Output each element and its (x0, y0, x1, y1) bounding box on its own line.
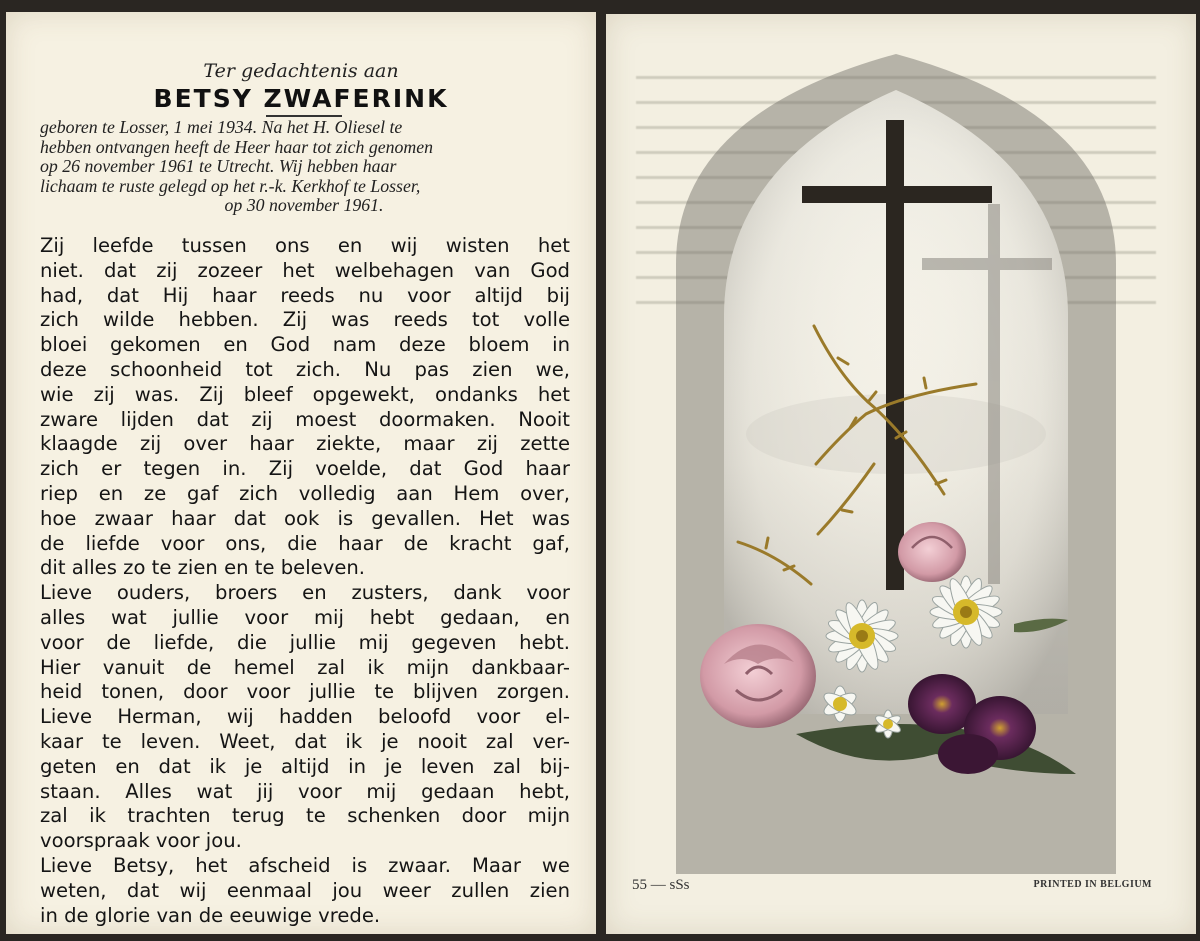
pink-rose-large (700, 624, 816, 728)
text-line: alles wat jullie voor mij hebt gedaan, en (40, 605, 570, 629)
white-daisy-left (826, 600, 899, 673)
text-line: Hier vanuit de hemel zal ik mijn dankbaar- (40, 655, 570, 679)
intro-line: lichaam te ruste gelegd op het r.-k. Kerkhof te Losser, (40, 175, 421, 196)
intro-line: geboren te Losser, 1 mei 1934. Na het H. Oliesel te (40, 117, 403, 137)
text-line: riep en ze gaf zich volledig aan Hem over, (40, 481, 570, 505)
deceased-name: BETSY ZWAFERINK (153, 84, 449, 113)
cross-and-flowers-illustration (606, 14, 1196, 934)
text-line: zware lijden dat zij moest doormaken. Nooit (40, 407, 570, 431)
text-line: deze schoonheid tot zich. Nu pas zien we, (40, 357, 570, 381)
text-line: Lieve Betsy, het afscheid is zwaar. Maar we (40, 853, 570, 877)
text-line: had, dat Hij haar reeds nu voor altijd bij (40, 283, 570, 307)
intro-line: op 26 november 1961 te Utrecht. Wij hebben haar (40, 156, 397, 176)
text-line: zal ik trachten terug te schenken door mijn (40, 804, 570, 828)
pink-rosebud (898, 522, 966, 582)
text-line: zich er tegen in. Zij voelde, dat God haar (40, 457, 570, 481)
white-daisy-right (930, 576, 1003, 649)
text-line: kaar te leven. Weet, dat ik je nooit zal ver- (40, 729, 570, 753)
text-line: klaagde zij over haar ziekte, maar zij zette (40, 432, 570, 456)
text-line: weten, dat wij eenmaal jou weer zullen zien (40, 878, 570, 902)
text-line: bloei gekomen en God nam deze bloem in (40, 333, 570, 357)
text-line: hoe zwaar haar dat ook is gevallen. Het was (40, 506, 570, 530)
birth-death-details (40, 118, 568, 216)
text-line: in de glorie van de eeuwige vrede. (40, 903, 381, 927)
text-line: wie zij was. Zij bleef opgewekt, ondanks het (40, 382, 570, 406)
text-line: staan. Alles wat jij voor mij gedaan hebt, (40, 779, 570, 803)
text-line: de liefde voor ons, die haar de kracht gaf, (40, 531, 570, 555)
text-line: voorspraak voor jou. (40, 829, 242, 853)
text-line: niet. dat zij zozeer het welbehagen van God (40, 258, 570, 282)
text-line: heid tonen, door voor jullie te blijven zorgen. (40, 680, 570, 704)
text-line: dit alles zo te zien en te beleven. (40, 556, 366, 580)
text-line: voor de liefde, die jullie mij gegeven hebt. (40, 630, 570, 654)
series-number: 55 — sSs (632, 877, 690, 893)
text-line: Lieve ouders, broers en zusters, dank voor (40, 581, 570, 605)
text-line: geten en dat ik je altijd in je leven zal bij- (40, 754, 570, 778)
handwritten-underline (266, 115, 342, 117)
printed-in-label: PRINTED IN BELGIUM (1033, 879, 1152, 890)
text-line: Zij leefde tussen ons en wij wisten het (40, 234, 570, 257)
memorial-text (40, 234, 570, 928)
in-memory-heading: Ter gedachtenis aan (203, 60, 399, 82)
text-line: Lieve Herman, wij hadden beloofd voor el- (40, 705, 570, 729)
memorial-card-text-side (6, 12, 596, 934)
intro-line: hebben ontvangen heeft de Heer haar tot zich genomen (40, 136, 434, 157)
memorial-card-picture-side (606, 14, 1196, 934)
text-line: zich wilde hebben. Zij was reeds tot volle (40, 308, 570, 332)
intro-line: op 30 november 1961. (224, 195, 384, 215)
